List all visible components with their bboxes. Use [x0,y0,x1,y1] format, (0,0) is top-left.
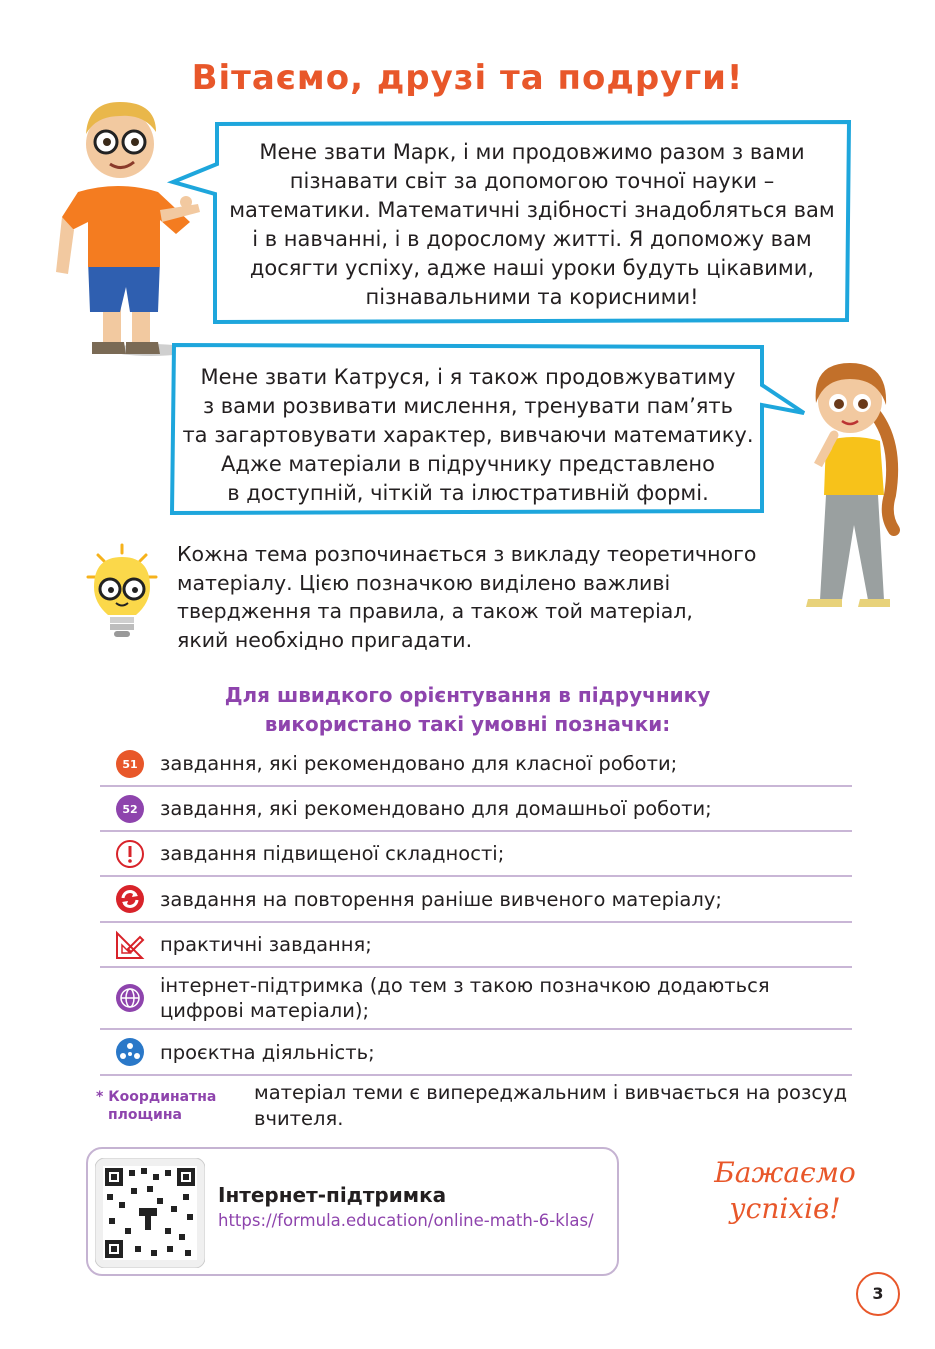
legend-row-internet: інтернет-підтримка (до тем з такою позначкою додаються цифрові матеріали); [100,968,852,1030]
legend-heading: Для швидкого орієнтування в підручнику використано такі умовні позначки: [224,683,711,736]
ruler-pencil-icon [100,929,160,961]
people-network-icon [100,1037,160,1067]
orange-number-badge-icon [100,749,160,779]
qr-code-icon[interactable] [95,1158,205,1268]
intro-paragraph: Кожна тема розпочинається з викладу теоретичного матеріалу. Цією позначкою виділено важливі твердження та правила, а також той матеріал, який необхідно пригадати. [177,542,757,652]
repeat-arrows-icon [100,884,160,914]
exclamation-icon [100,839,160,869]
coordinate-plane-note-label: * Координатна площина [96,1089,217,1123]
legend-row-home-work: 52 завдання, які рекомендовано для домашньої роботи; [100,787,852,832]
page-title: Вітаємо, друзі та подруги! [191,58,744,98]
purple-number-badge-icon [100,794,160,824]
legend-row-class-work: 51 завдання, які рекомендовано для класної роботи; [100,742,852,787]
katrusia-speech-text: Мене звати Катруся, і я також продовжуватиму з вами розвивати мислення, тренувати пам’ять та загартовувати характер, вивчаючи математику. Адже матеріали в підручнику представлено в доступній, чіткій та ілюстративній формі. [182,365,754,505]
lightbulb-glasses-icon [86,543,158,641]
coordinate-plane-note-text: матеріал теми є випереджальним і вивчається на розсуд вчителя. [254,1081,848,1130]
good-luck-wish: Бажаємо успіхів! [714,1156,856,1225]
legend-row-practical: практичні завдання; [100,923,852,968]
legend-row-advanced: завдання підвищеної складності; [100,832,852,877]
mark-speech-bubble [165,118,855,328]
internet-support-title: Інтернет-підтримка [218,1183,447,1207]
internet-support-link[interactable]: https://formula.education/online-math-6-klas/ [218,1211,594,1230]
svg-text:52: 52 [122,802,138,816]
page-number: 3 [856,1272,900,1316]
legend-row-repeat: завдання на повторення раніше вивченого матеріалу; [100,877,852,923]
legend-row-project: проєктна діяльність; [100,1030,852,1076]
katrusia-speech-bubble [168,343,808,518]
legend-list [100,742,852,1076]
mark-speech-text: Мене звати Марк, і ми продовжимо разом з вами пізнавати світ за допомогою точної науки – математики. Математичні здібності знадобляться вам і в навчанні, і в дорослому житті. Я допоможу вам досягти успіху, адже наші уроки будуть цікавими, пізнавальними та корисними! [229,140,835,309]
katrusia-character-illustration [798,355,913,615]
globe-www-icon [100,983,160,1013]
svg-text:51: 51 [122,757,138,771]
